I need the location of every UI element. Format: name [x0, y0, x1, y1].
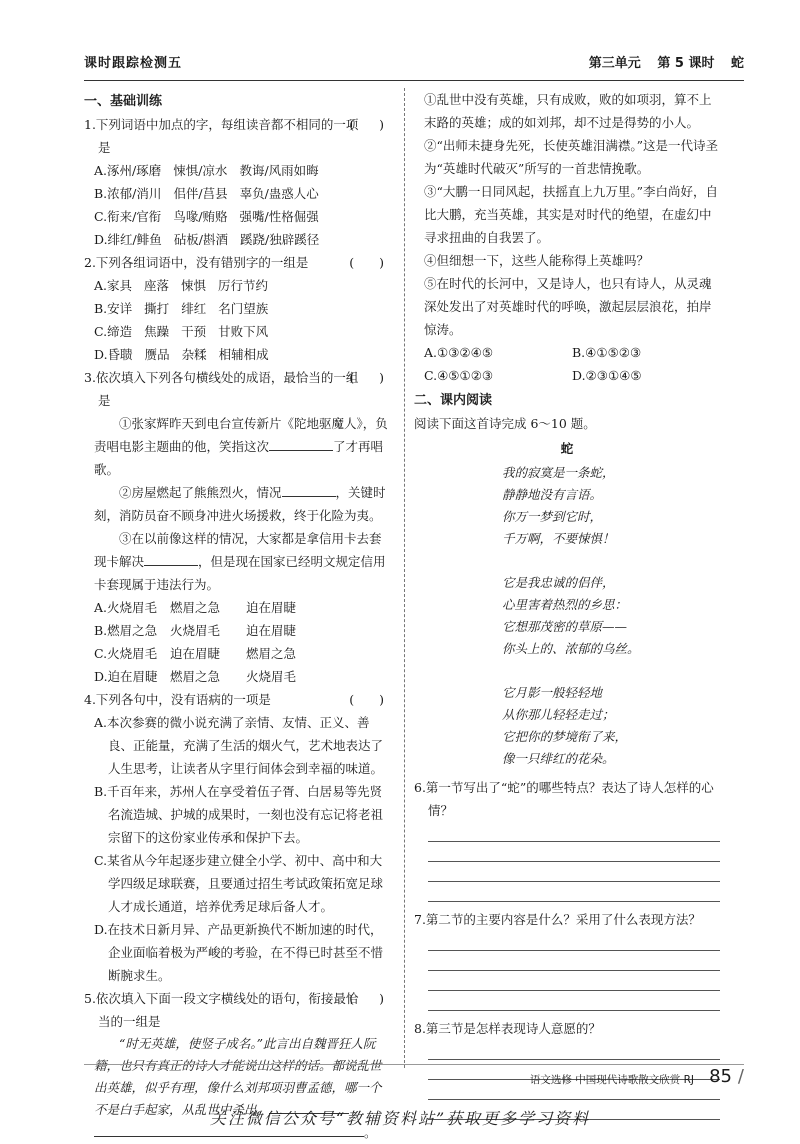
question-5-options [414, 341, 720, 387]
poem-line: 从你那儿轻轻走过； [502, 707, 615, 722]
column-divider [404, 88, 405, 1068]
question-5-blank-line: 。 [84, 1121, 390, 1144]
poem-line: 它月影一般轻轻地 [502, 685, 603, 700]
page-footer [84, 1066, 744, 1088]
poem-line: 你头上的、浓郁的乌丝。 [502, 641, 640, 656]
header-lesson-info [577, 52, 744, 71]
question-3-option-d: D.迫在眉睫 燃眉之急 火烧眉毛 [94, 669, 297, 684]
answer-line[interactable] [428, 822, 720, 842]
answer-line[interactable] [428, 882, 720, 902]
question-3-paren: ( ) [349, 370, 384, 385]
poem-title: 蛇 [560, 441, 574, 456]
question-4-paren: ( ) [349, 692, 384, 707]
question-3-option-c: C.火烧眉毛 迫在眉睫 燃眉之急 [94, 646, 297, 661]
question-3-stem: ( ) 3.依次填入下列各句横线处的成语，最恰当的一组是 [84, 366, 390, 412]
header-unit: 第三单元 [588, 56, 641, 71]
question-3-sentence-2: ②房屋燃起了熊熊烈火，情况 ，关键时刻，消防员奋不顾身冲进火场援救，终于化险为夷。 [94, 485, 386, 523]
section-basic-training: 一、基础训练 [84, 94, 163, 109]
question-7-stem: 7.第二节的主要内容是什么？采用了什么表现方法？ [414, 912, 701, 927]
question-2-option-d: D.昏聩 赝品 杂糅 相辅相成 [94, 347, 269, 362]
answer-line[interactable] [428, 842, 720, 862]
poem-line: 心里害着热烈的乡思： [502, 597, 628, 612]
header-test-title: 课时跟踪检测五 [84, 56, 183, 71]
question-1-stem: ( ) 1.下列词语中加点的字，每组读音都不相同的一项是 [84, 113, 390, 159]
answer-line[interactable] [428, 971, 720, 991]
question-2-option-a: A.家具 座落 悚惧 厉行节约 [94, 278, 269, 293]
section-reading: 二、课内阅读 [414, 393, 493, 408]
question-5-paren: ( ) [349, 991, 384, 1006]
question-1-option-b: B.浓郁/消川 佀伴/莒县 辜负/蛊惑人心 [94, 186, 319, 201]
footer-book-label: 语文选修 中国现代诗歌散文欣赏 RJ [529, 1074, 694, 1086]
stanza-gap [414, 550, 720, 572]
question-5-item-5: ⑤在时代的长河中，又是诗人，也只有诗人，从灵魂深处发出了对英雄时代的呼唤，激起层层浪花，拍岸惊涛。 [424, 276, 712, 337]
blank-line[interactable] [144, 552, 198, 566]
left-column [84, 88, 390, 1144]
right-column [414, 88, 720, 1120]
poem-stanza-1 [414, 462, 720, 550]
poem-line: 它把你的梦境衔了来， [502, 729, 628, 744]
poem-line: 我的寂寞是一条蛇， [502, 465, 615, 480]
footer-slash: / [737, 1066, 744, 1087]
question-1-paren: ( ) [349, 117, 384, 132]
question-5-passage: “时无英雄，使竖子成名。”此言出自魏晋狂人阮籍，也只有真正的诗人才能说出这样的话。都说乱世出英雄，似乎有理，像什么刘邦项羽曹孟德，哪一个不是白手起家，从乱世中杀出。 [94, 1036, 382, 1117]
page-number: 85 [709, 1066, 732, 1087]
question-2-paren: ( ) [349, 255, 384, 270]
poem-line: 你万一梦到它时， [502, 509, 603, 524]
question-3-sentence-1: ①张家辉昨天到电台宣传新片《陀地驱魔人》，负责唱电影主题曲的他，笑指这次 了才再唱歌。 [94, 416, 388, 477]
question-1-option-d: D.绯红/鲱鱼 砧板/斟酒 蹊跷/独辟蹊径 [94, 232, 320, 247]
question-1-option-a: A.涿州/琢磨 悚惧/凉水 教诲/风雨如晦 [94, 163, 319, 178]
question-2-option-c: C.缔造 焦躁 干预 甘败下风 [94, 324, 269, 339]
question-5-option-a: A.①③②④⑤ [424, 345, 494, 360]
watermark-text: 关注微信公众号“教辅资料站”获取更多学习资料 [209, 1109, 591, 1128]
poem-line: 像一只绯红的花朵。 [502, 751, 615, 766]
header-rule [84, 80, 744, 81]
blank-line[interactable] [282, 483, 336, 497]
poem-stanza-3 [414, 682, 720, 770]
question-8-stem: 8.第三节是怎样表现诗人意愿的？ [414, 1021, 601, 1036]
stanza-gap [414, 660, 720, 682]
question-5-option-d: D.②③①④⑤ [572, 368, 642, 383]
poem-line: 它想那茂密的草原—— [502, 619, 628, 634]
question-5-stem: ( ) 5.依次填入下面一段文字横线处的语句，衔接最恰当的一组是 [84, 987, 390, 1033]
reading-intro: 阅读下面这首诗完成 6～10 题。 [414, 416, 596, 431]
question-4-option-d: D.在技术日新月异、产品更新换代不断加速的时代，企业面临着极为严峻的考验，在不得已时甚至不惜断腕求生。 [94, 922, 384, 983]
question-1-option-c: C.衔来/官衔 鸟喙/贿赂 强嘴/性格倔强 [94, 209, 319, 224]
poem-line: 它是我忠诚的侣伴， [502, 575, 615, 590]
header-lesson: 第 5 课时 [657, 56, 715, 71]
question-5-item-3: ③“大鹏一日同风起，扶摇直上九万里。”李白尚好，自比大鹏，充当英雄，其实是对时代的绝望，在虚幻中寻求扭曲的自我罢了。 [424, 184, 719, 245]
answer-line[interactable] [428, 931, 720, 951]
question-5-option-b: B.④①⑤②③ [572, 345, 642, 360]
question-4-option-b: B.千百年来，苏州人在享受着伍子胥、白居易等先贤名流造城、护城的成果时，一刻也没有忘记将老祖宗留下的这份家业传承和保护下去。 [94, 784, 384, 845]
question-3-option-b: B.燃眉之急 火烧眉毛 迫在眉睫 [94, 623, 297, 638]
answer-line[interactable] [428, 1040, 720, 1060]
question-6-stem: 6.第一节写出了“蛇”的哪些特点？表达了诗人怎样的心情？ [414, 780, 714, 818]
header-lesson-title: 蛇 [730, 56, 744, 71]
question-5-option-c: C.④⑤①②③ [424, 368, 494, 383]
blank-line[interactable] [269, 437, 333, 451]
poem-stanza-2 [414, 572, 720, 660]
answer-line[interactable] [428, 862, 720, 882]
poem-line: 静静地没有言语。 [502, 487, 603, 502]
poem-line: 千万啊，不要悚惧！ [502, 531, 615, 546]
question-4-stem: ( ) 4.下列各句中，没有语病的一项是 [84, 688, 390, 711]
footer-rule [84, 1064, 744, 1065]
answer-line[interactable] [428, 951, 720, 971]
question-4-option-a: A.本次参赛的微小说充满了亲情、友情、正义、善良、正能量，充满了生活的烟火气，艺术地表达了人生思考，让读者从字里行间体会到幸福的味道。 [94, 715, 384, 776]
question-3-option-a: A.火烧眉毛 燃眉之急 迫在眉睫 [94, 600, 297, 615]
question-3-sentence-3: ③在以前像这样的情况，大家都是拿信用卡去套现卡解决 ，但是现在国家已经明文规定信用卡套现属于违法行为。 [94, 531, 386, 592]
question-5-item-4: ④但细想一下，这些人能称得上英雄吗？ [424, 253, 650, 268]
answer-line[interactable] [428, 991, 720, 1011]
question-2-stem: ( ) 2.下列各组词语中，没有错别字的一组是 [84, 251, 390, 274]
question-4-option-c: C.某省从今年起逐步建立健全小学、初中、高中和大学四级足球联赛，且要通过招生考试政策拓宽足球人才成长通道，培养优秀足球后备人才。 [94, 853, 384, 914]
question-5-item-2: ②“出师未捷身先死，长使英雄泪满襟。”这是一代诗圣为“英雄时代破灭”所写的一首悲情挽歌。 [424, 138, 719, 176]
question-2-option-b: B.安详 撕打 绯红 名门望族 [94, 301, 269, 316]
page-header [84, 52, 744, 74]
question-5-item-1: ①乱世中没有英雄，只有成败，败的如项羽，算不上末路的英雄；成的如刘邦，却不过是得势的小人。 [424, 92, 712, 130]
